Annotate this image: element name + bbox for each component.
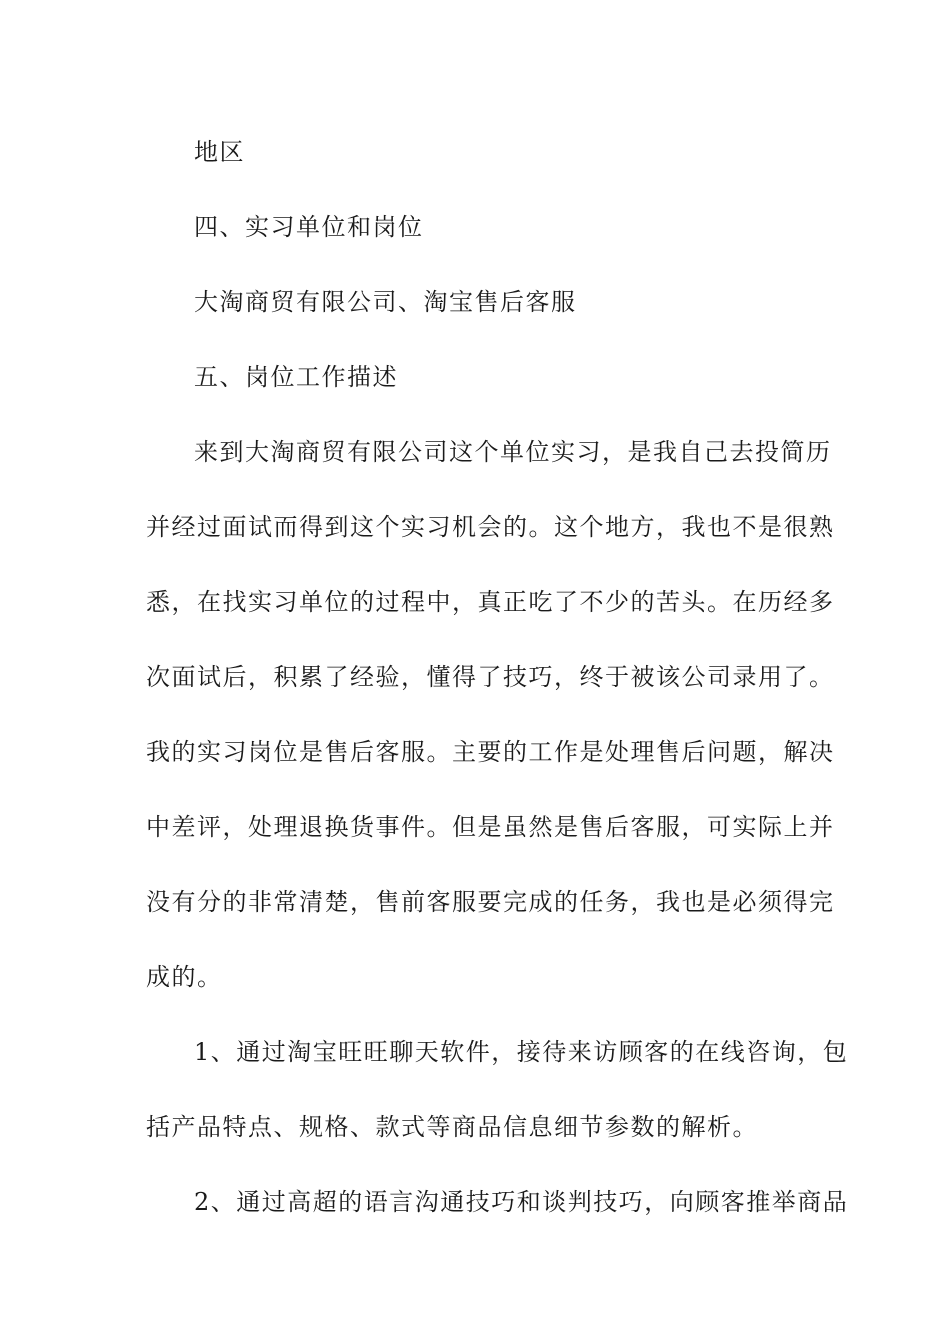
paragraph-line: 没有分的非常清楚，售前客服要完成的任务，我也是必须得完 xyxy=(146,888,835,916)
text-line-region: 地区 xyxy=(194,138,245,166)
section-heading-5: 五、岗位工作描述 xyxy=(194,363,398,391)
paragraph-line: 我的实习岗位是售后客服。主要的工作是处理售后问题，解决 xyxy=(146,738,835,766)
list-item-line: 1、通过淘宝旺旺聊天软件，接待来访顾客的在线咨询，包 xyxy=(194,1038,849,1066)
company-and-position: 大淘商贸有限公司、淘宝售后客服 xyxy=(194,288,577,316)
list-item-line: 2、通过高超的语言沟通技巧和谈判技巧，向顾客推举商品 xyxy=(194,1188,849,1216)
paragraph-line: 次面试后，积累了经验，懂得了技巧，终于被该公司录用了。 xyxy=(146,663,835,691)
list-item-line: 括产品特点、规格、款式等商品信息细节参数的解析。 xyxy=(146,1113,758,1141)
paragraph-line: 并经过面试而得到这个实习机会的。这个地方，我也不是很熟 xyxy=(146,513,835,541)
paragraph-line: 成的。 xyxy=(146,963,223,991)
paragraph-line: 来到大淘商贸有限公司这个单位实习，是我自己去投简历 xyxy=(194,438,832,466)
section-heading-4: 四、实习单位和岗位 xyxy=(194,213,424,241)
paragraph-line: 悉，在找实习单位的过程中，真正吃了不少的苦头。在历经多 xyxy=(146,588,835,616)
paragraph-line: 中差评，处理退换货事件。但是虽然是售后客服，可实际上并 xyxy=(146,813,835,841)
